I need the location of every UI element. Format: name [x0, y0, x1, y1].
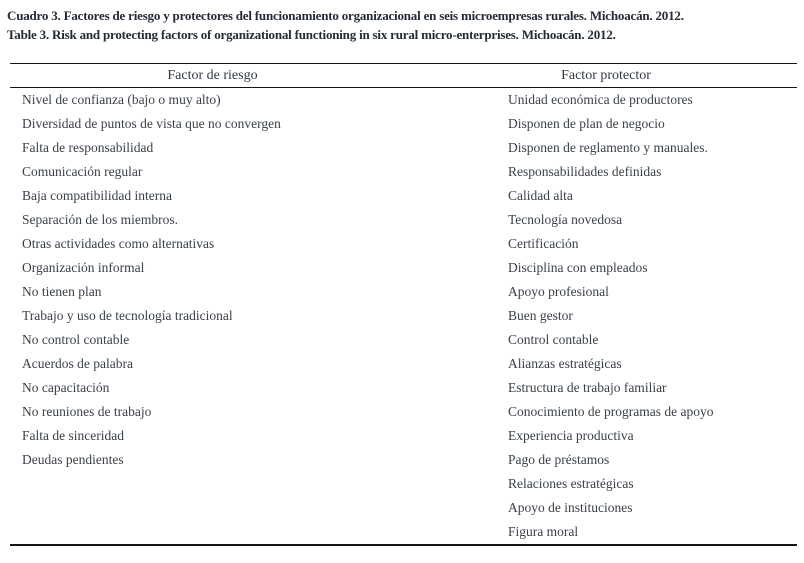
table-row [10, 400, 797, 424]
column-header-protector-factor: Factor protector [415, 64, 797, 88]
risk-factor-cell: Otras actividades como alternativas [22, 236, 215, 251]
protector-factor-cell: Conocimiento de programas de apoyo [508, 404, 714, 419]
risk-factor-cell: Acuerdos de palabra [22, 356, 133, 371]
protector-factor-cell: Tecnología novedosa [508, 212, 623, 227]
table-row [10, 376, 797, 400]
risk-factor-cell: No capacitación [22, 380, 110, 395]
protector-factor-cell: Relaciones estratégicas [508, 476, 634, 491]
protector-factor-cell: Buen gestor [508, 308, 573, 323]
protector-factor-cell: Pago de préstamos [508, 452, 610, 467]
risk-factor-cell [10, 520, 415, 545]
table-row [10, 184, 797, 208]
table-row [10, 88, 797, 113]
table-caption [7, 6, 798, 44]
table-row [10, 448, 797, 472]
risk-factor-cell: Comunicación regular [22, 164, 143, 179]
risk-factor-cell: Trabajo y uso de tecnología tradicional [22, 308, 233, 323]
caption-english: Table 3. Risk and protecting factors of organizational functioning in six rural micro-enterprises. Michoacán. 2012. [7, 27, 616, 42]
risk-factor-cell: No control contable [22, 332, 130, 347]
protector-factor-cell: Alianzas estratégicas [508, 356, 622, 371]
table-body [10, 88, 797, 546]
risk-factor-cell: Nivel de confianza (bajo o muy alto) [22, 92, 221, 107]
risk-factor-cell: Deudas pendientes [22, 452, 124, 467]
protector-factor-cell: Unidad económica de productores [508, 92, 693, 107]
caption-spanish: Cuadro 3. Factores de riesgo y protectores del funcionamiento organizacional en seis microempresas rurales. Michoacán. 2012. [7, 8, 684, 23]
risk-factor-cell: No reuniones de trabajo [22, 404, 152, 419]
table-row [10, 328, 797, 352]
table-row [10, 256, 797, 280]
table-row [10, 160, 797, 184]
table-row [10, 136, 797, 160]
risk-factor-cell: No tienen plan [22, 284, 102, 299]
protector-factor-cell: Estructura de trabajo familiar [508, 380, 667, 395]
protector-factor-cell: Disponen de reglamento y manuales. [508, 140, 708, 155]
risk-factor-cell: Baja compatibilidad interna [22, 188, 172, 203]
table-row [10, 280, 797, 304]
table-row [10, 352, 797, 376]
table-row [10, 472, 797, 496]
risk-factor-cell: Separación de los miembros. [22, 212, 178, 227]
table-row [10, 424, 797, 448]
protector-factor-cell: Apoyo profesional [508, 284, 609, 299]
risk-factor-cell [10, 496, 415, 520]
header-row [10, 64, 797, 88]
protector-factor-cell: Certificación [508, 236, 579, 251]
risk-factor-cell: Organización informal [22, 260, 145, 275]
protector-factor-cell: Control contable [508, 332, 599, 347]
risk-factor-cell [10, 472, 415, 496]
protector-factor-cell: Disciplina con empleados [508, 260, 648, 275]
protector-factor-cell: Experiencia productiva [508, 428, 634, 443]
protector-factor-cell: Figura moral [415, 520, 797, 545]
paper-page [0, 6, 804, 563]
column-header-risk-factor: Factor de riesgo [10, 64, 415, 88]
protector-factor-cell: Apoyo de instituciones [508, 500, 633, 515]
risk-factor-cell: Falta de responsabilidad [22, 140, 154, 155]
table-row [10, 520, 797, 545]
protector-factor-cell: Calidad alta [508, 188, 573, 203]
table-row [10, 232, 797, 256]
table-row [10, 304, 797, 328]
protector-factor-cell: Disponen de plan de negocio [508, 116, 665, 131]
table-row [10, 496, 797, 520]
protector-factor-cell: Responsabilidades definidas [508, 164, 662, 179]
risk-factor-cell: Diversidad de puntos de vista que no convergen [22, 116, 281, 131]
table-row [10, 112, 797, 136]
table-header [10, 64, 797, 88]
factors-table [10, 63, 797, 546]
risk-factor-cell: Falta de sinceridad [22, 428, 124, 443]
table-row [10, 208, 797, 232]
